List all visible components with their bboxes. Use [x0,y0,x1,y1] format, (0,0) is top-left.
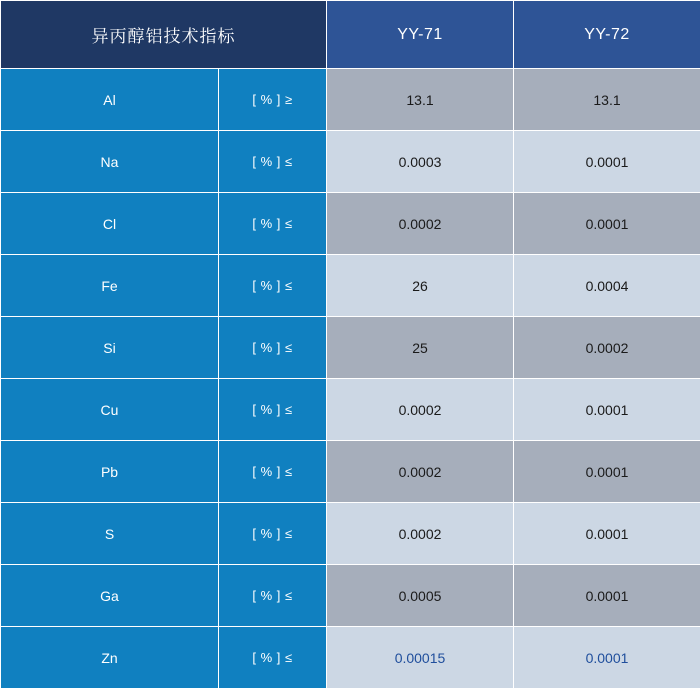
row-unit: [ % ] ≤ [219,441,327,503]
row-unit: [ % ] ≥ [219,69,327,131]
row-unit: [ % ] ≤ [219,627,327,689]
value-yy72: 0.0001 [514,131,700,193]
value-yy71: 26 [327,255,514,317]
value-yy72: 0.0001 [514,627,700,689]
row-label: Zn [1,627,219,689]
row-label: Fe [1,255,219,317]
table-row [1,317,700,379]
table-title: 异丙醇铝技术指标 [1,1,327,69]
row-unit: [ % ] ≤ [219,255,327,317]
table-row [1,69,700,131]
table-row [1,193,700,255]
table-body [1,69,700,689]
value-yy72: 0.0001 [514,565,700,627]
value-yy71: 13.1 [327,69,514,131]
row-unit: [ % ] ≤ [219,317,327,379]
table-header [1,1,700,69]
value-yy71: 0.0002 [327,441,514,503]
row-label: Na [1,131,219,193]
value-yy72: 0.0001 [514,503,700,565]
value-yy72: 0.0002 [514,317,700,379]
value-yy72: 13.1 [514,69,700,131]
row-label: Pb [1,441,219,503]
row-label: Cu [1,379,219,441]
value-yy71: 25 [327,317,514,379]
value-yy71: 0.0002 [327,379,514,441]
value-yy71: 0.0003 [327,131,514,193]
value-yy72: 0.0004 [514,255,700,317]
row-unit: [ % ] ≤ [219,131,327,193]
row-label: Al [1,69,219,131]
header-row [1,1,700,69]
row-label: Si [1,317,219,379]
column-header-yy72: YY-72 [514,1,700,69]
row-label: Ga [1,565,219,627]
table-row [1,503,700,565]
table-row [1,627,700,689]
row-unit: [ % ] ≤ [219,565,327,627]
table-row [1,131,700,193]
table-row [1,379,700,441]
value-yy72: 0.0001 [514,193,700,255]
column-header-yy71: YY-71 [327,1,514,69]
row-label: Cl [1,193,219,255]
row-unit: [ % ] ≤ [219,503,327,565]
row-label: S [1,503,219,565]
value-yy72: 0.0001 [514,441,700,503]
value-yy71: 0.0002 [327,503,514,565]
value-yy71: 0.00015 [327,627,514,689]
row-unit: [ % ] ≤ [219,193,327,255]
row-unit: [ % ] ≤ [219,379,327,441]
value-yy72: 0.0001 [514,379,700,441]
table-row [1,565,700,627]
table-row [1,441,700,503]
value-yy71: 0.0002 [327,193,514,255]
table-row [1,255,700,317]
value-yy71: 0.0005 [327,565,514,627]
